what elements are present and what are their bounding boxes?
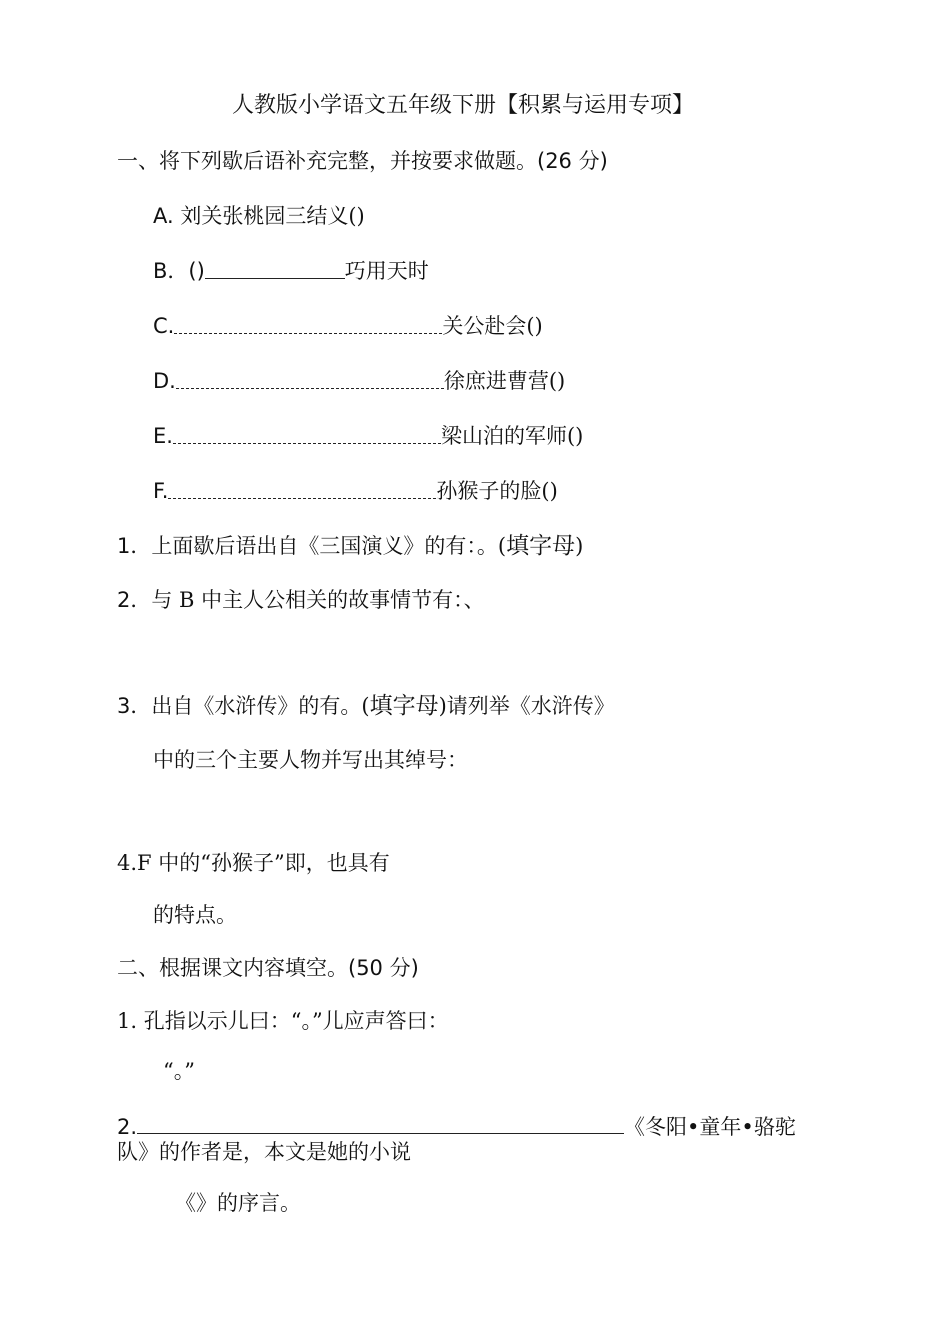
item-d-blank — [176, 376, 444, 389]
item-e-text: 梁山泊的军师() — [440, 424, 584, 448]
question-1-1 — [117, 533, 583, 559]
idiom-item-b — [153, 258, 429, 284]
q3-text-b: )请列举《水浒传》 — [438, 694, 615, 718]
item-f-blank — [168, 486, 436, 499]
idiom-item-d — [153, 368, 565, 394]
question-1-3 — [117, 693, 615, 719]
q2-text: 与 B 中主人公相关的故事情节有：、 — [151, 588, 485, 612]
q1-end: ) — [575, 534, 584, 558]
section2-heading: 二、根据课文内容填空。(50 分) — [117, 956, 419, 980]
item-f-label: F. — [153, 479, 169, 503]
item-c-text: 关公赴会() — [442, 314, 543, 338]
question-2-2-line3: 《》的序言。 — [175, 1191, 301, 1215]
item-b-blank — [205, 266, 345, 279]
item-c-blank — [174, 321, 442, 334]
q3-text-a: 出自《水浒传》的有。( — [151, 694, 370, 718]
q2-2-blank — [137, 1111, 624, 1134]
item-d-text: 徐庶进曹营() — [443, 369, 566, 393]
item-a-label: A. — [153, 204, 174, 228]
q1-text: 上面歇后语出自《三国演义》的有：。( — [151, 534, 507, 558]
section1-heading: 一、将下列歇后语补充完整，并按要求做题。(26 分) — [117, 149, 608, 173]
question-1-4: 4.F 中的“孙猴子”即，也具有 — [117, 851, 390, 875]
item-b-text: 巧用天时 — [344, 259, 429, 283]
item-b-label: B．() — [153, 259, 205, 283]
question-1-3-line2: 中的三个主要人物并写出其绰号： — [153, 748, 468, 772]
q2-number: 2． — [117, 588, 152, 612]
question-1-4-line2: 的特点。 — [153, 903, 237, 927]
question-2-1-line2: “。” — [163, 1059, 195, 1083]
question-1-2 — [117, 587, 485, 613]
q2-2-number: 2. — [117, 1115, 138, 1139]
item-a-text: 刘关张桃园三结义() — [180, 204, 365, 228]
idiom-item-f — [153, 478, 558, 504]
question-2-2 — [117, 1111, 796, 1140]
q3-bold: 填字母 — [369, 693, 439, 719]
idiom-item-a — [153, 203, 365, 229]
item-e-blank — [173, 431, 441, 444]
idiom-item-e — [153, 423, 583, 449]
question-2-1: 1. 孔指以示儿曰：“。”儿应声答曰： — [117, 1009, 449, 1033]
question-2-2-line2: 队》的作者是，本文是她的小说 — [117, 1140, 411, 1164]
item-e-label: E. — [153, 424, 173, 448]
item-d-label: D. — [153, 369, 176, 393]
item-f-text: 孙猴子的脸() — [436, 479, 558, 503]
q3-number: 3． — [117, 694, 152, 718]
item-c-label: C. — [153, 314, 175, 338]
idiom-item-c — [153, 313, 543, 339]
q1-number: 1． — [117, 534, 152, 558]
page-title: 人教版小学语文五年级下册【积累与运用专项】 — [232, 93, 695, 118]
q1-bold: 填字母 — [506, 533, 576, 559]
q2-2-tail: 《冬阳•童年•骆驼 — [624, 1115, 796, 1139]
